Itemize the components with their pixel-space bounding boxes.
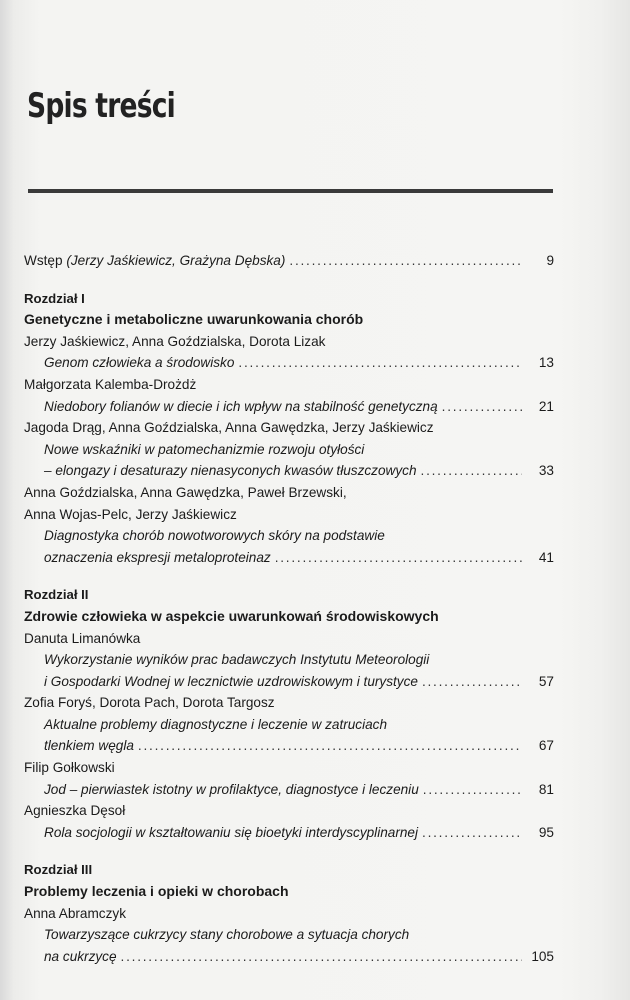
article-title-line: Wykorzystanie wyników prac badawczych Instytutu Meteorologii	[44, 652, 430, 668]
intro-label: Wstęp	[24, 253, 63, 268]
article-authors: Małgorzata Kalemba-Drożdż	[24, 376, 197, 392]
leader-dots	[138, 735, 522, 757]
article-authors: Danuta Limanówka	[24, 630, 141, 646]
leader-dots	[423, 779, 522, 801]
article-title: oznaczenia ekspresji metaloproteinaz	[44, 549, 271, 565]
article-title: Niedobory folianów w diecie i ich wpływ na stabilność genetyczną	[44, 398, 438, 414]
toc-article	[24, 482, 554, 568]
article-title: na cukrzycę	[44, 948, 117, 964]
page-number: 9	[546, 253, 554, 268]
page-title: Spis treści	[27, 86, 175, 126]
toc-article	[24, 757, 554, 800]
article-title-line: Aktualne problemy diagnostyczne i leczenie w zatruciach	[44, 716, 388, 732]
page-number: 81	[538, 781, 554, 797]
article-authors: Zofia Foryś, Dorota Pach, Dorota Targosz	[24, 695, 275, 711]
chapter-label: Rozdział III	[24, 862, 93, 878]
article-title-line: Towarzyszące cukrzycy stany chorobowe a sytuacja chorych	[44, 927, 410, 943]
page-number: 67	[538, 738, 554, 754]
leader-dots	[121, 946, 522, 968]
toc-article	[24, 692, 554, 757]
article-authors: Jagoda Drąg, Anna Goździalska, Anna Gawędzka, Jerzy Jaśkiewicz	[24, 420, 434, 436]
page-number: 57	[538, 673, 554, 689]
article-authors: Agnieszka Dęsoł	[24, 803, 126, 819]
toc-article	[24, 800, 554, 843]
chapter-3	[24, 859, 554, 967]
chapter-1	[24, 288, 554, 569]
article-authors: Jerzy Jaśkiewicz, Anna Goździalska, Dorota Lizak	[24, 333, 326, 349]
article-title: Jod – pierwiastek istotny w profilaktyce, diagnostyce i leczeniu	[44, 781, 419, 797]
leader-dots	[289, 250, 522, 272]
article-title: tlenkiem węgla	[44, 738, 134, 754]
article-authors: Filip Gołkowski	[24, 760, 115, 776]
article-authors: Anna Wojas-Pelc, Jerzy Jaśkiewicz	[24, 506, 237, 522]
leader-dots	[275, 547, 522, 569]
page-number: 21	[538, 398, 554, 414]
article-authors: Anna Abramczyk	[24, 905, 126, 921]
chapter-label: Rozdział I	[24, 290, 85, 306]
article-title: – elongazy i desaturazy nienasyconych kwasów tłuszczowych	[44, 463, 417, 479]
toc-article	[24, 417, 554, 482]
toc-article	[24, 903, 554, 968]
article-title-line: Nowe wskaźniki w patomechanizmie rozwoju otyłości	[44, 441, 365, 457]
leader-dots	[421, 460, 522, 482]
toc-article	[24, 331, 554, 374]
toc-entry-intro	[24, 250, 554, 272]
chapter-2	[24, 584, 554, 843]
table-of-contents	[24, 250, 554, 967]
article-authors: Anna Goździalska, Anna Gawędzka, Paweł Brzewski,	[24, 484, 347, 500]
toc-article	[24, 374, 554, 417]
leader-dots	[238, 352, 522, 374]
title-rule	[28, 189, 553, 193]
article-title: Genom człowieka a środowisko	[44, 355, 235, 371]
page-number: 33	[538, 463, 554, 479]
toc-article	[24, 628, 554, 693]
leader-dots	[422, 822, 522, 844]
intro-authors: (Jerzy Jaśkiewicz, Grażyna Dębska)	[66, 253, 286, 268]
leader-dots	[442, 396, 522, 418]
chapter-title: Genetyczne i metaboliczne uwarunkowania chorób	[24, 311, 364, 328]
article-title: Rola socjologii w kształtowaniu się bioetyki interdyscyplinarnej	[44, 824, 419, 840]
leader-dots	[422, 671, 522, 693]
article-title: i Gospodarki Wodnej w lecznictwie uzdrowiskowym i turystyce	[44, 673, 418, 689]
page-number: 13	[538, 355, 554, 371]
chapter-title: Problemy leczenia i opieki w chorobach	[24, 883, 289, 900]
chapter-label: Rozdział II	[24, 587, 89, 603]
page-number: 105	[531, 948, 554, 964]
article-title-line: Diagnostyka chorób nowotworowych skóry na podstawie	[44, 528, 385, 544]
page-number: 41	[538, 549, 554, 565]
page-number: 95	[538, 824, 554, 840]
chapter-title: Zdrowie człowieka w aspekcie uwarunkowań środowiskowych	[24, 607, 439, 624]
